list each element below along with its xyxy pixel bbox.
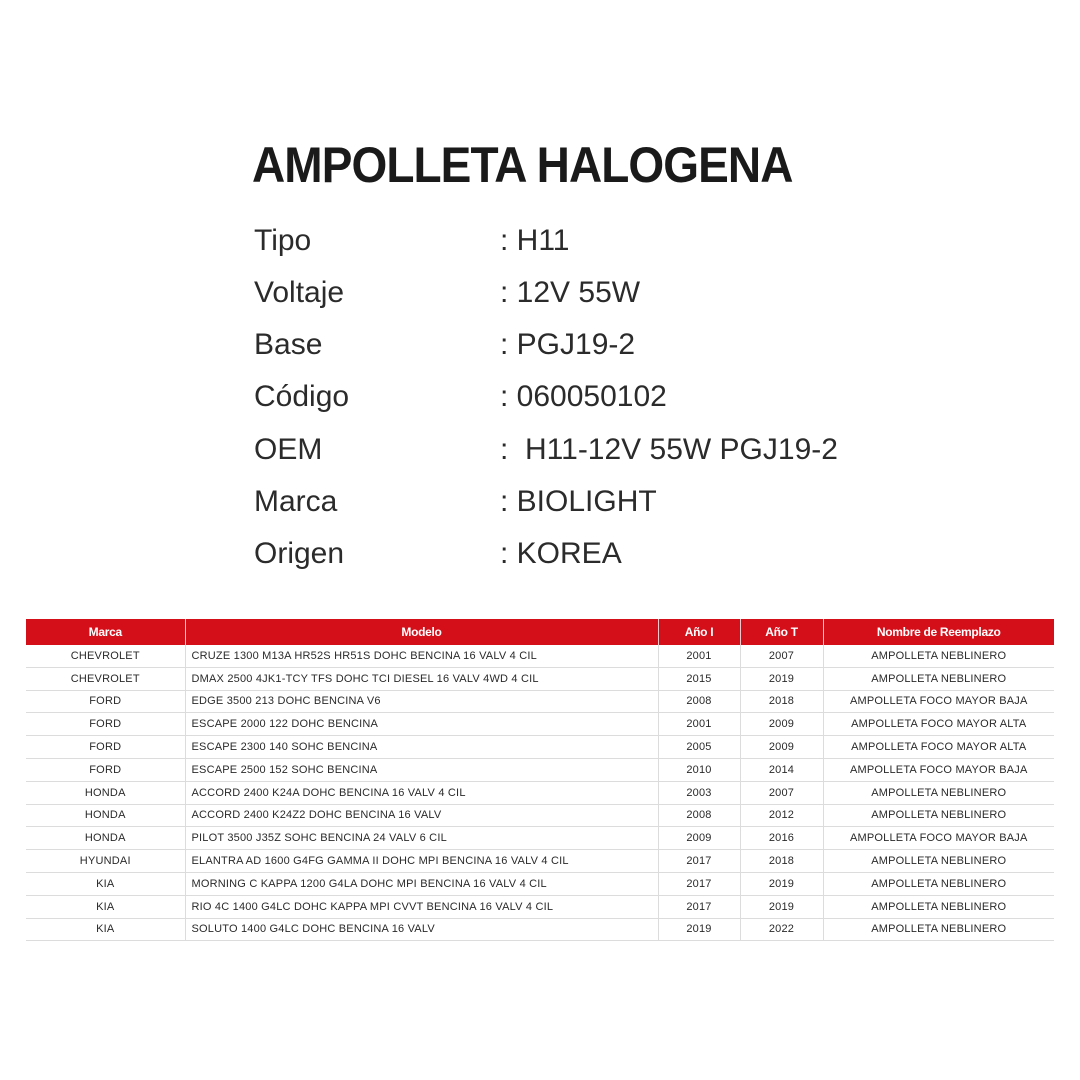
cell-ano-termino: 2022 <box>740 918 823 941</box>
spec-label: Tipo <box>254 224 312 257</box>
spec-label: Origen <box>254 537 345 570</box>
table-row <box>26 645 1054 667</box>
table-row <box>26 918 1054 941</box>
table-row <box>26 758 1054 781</box>
spec-label: Marca <box>254 485 338 518</box>
cell-ano-inicio: 2001 <box>658 713 740 736</box>
spec-value: : 060050102 <box>500 380 667 413</box>
cell-ano-termino: 2019 <box>740 895 823 918</box>
cell-marca: KIA <box>26 918 185 941</box>
table-row <box>26 827 1054 850</box>
cell-ano-inicio: 2005 <box>658 736 740 759</box>
cell-nombre-reemplazo: AMPOLLETA NEBLINERO <box>823 918 1054 941</box>
cell-modelo: RIO 4C 1400 G4LC DOHC KAPPA MPI CVVT BENCINA 16 VALV 4 CIL <box>185 895 658 918</box>
cell-ano-inicio: 2008 <box>658 690 740 713</box>
cell-ano-inicio: 2017 <box>658 850 740 873</box>
cell-marca: CHEVROLET <box>26 667 185 690</box>
spec-value: : BIOLIGHT <box>500 485 657 518</box>
cell-nombre-reemplazo: AMPOLLETA NEBLINERO <box>823 781 1054 804</box>
cell-marca: CHEVROLET <box>26 645 185 667</box>
cell-ano-termino: 2009 <box>740 713 823 736</box>
cell-marca: KIA <box>26 895 185 918</box>
cell-nombre-reemplazo: AMPOLLETA FOCO MAYOR ALTA <box>823 713 1054 736</box>
cell-ano-termino: 2009 <box>740 736 823 759</box>
spec-value: : 12V 55W <box>500 276 641 309</box>
header-ano-termino: Año T <box>740 619 823 645</box>
cell-modelo: ESCAPE 2300 140 SOHC BENCINA <box>185 736 658 759</box>
applications-table <box>26 619 1054 941</box>
header-marca: Marca <box>26 619 185 645</box>
cell-modelo: ACCORD 2400 K24A DOHC BENCINA 16 VALV 4 CIL <box>185 781 658 804</box>
cell-nombre-reemplazo: AMPOLLETA NEBLINERO <box>823 850 1054 873</box>
cell-ano-termino: 2018 <box>740 690 823 713</box>
cell-ano-inicio: 2017 <box>658 895 740 918</box>
cell-nombre-reemplazo: AMPOLLETA NEBLINERO <box>823 667 1054 690</box>
cell-marca: FORD <box>26 736 185 759</box>
cell-nombre-reemplazo: AMPOLLETA NEBLINERO <box>823 895 1054 918</box>
cell-modelo: PILOT 3500 J35Z SOHC BENCINA 24 VALV 6 CIL <box>185 827 658 850</box>
cell-marca: FORD <box>26 758 185 781</box>
cell-marca: HONDA <box>26 804 185 827</box>
table-row <box>26 781 1054 804</box>
cell-ano-termino: 2019 <box>740 667 823 690</box>
cell-marca: FORD <box>26 690 185 713</box>
table-row <box>26 895 1054 918</box>
cell-ano-termino: 2014 <box>740 758 823 781</box>
cell-marca: FORD <box>26 713 185 736</box>
cell-ano-inicio: 2010 <box>658 758 740 781</box>
product-title: AMPOLLETA HALOGENA <box>252 137 793 193</box>
cell-ano-inicio: 2017 <box>658 872 740 895</box>
cell-ano-inicio: 2019 <box>658 918 740 941</box>
spec-label: OEM <box>254 433 323 466</box>
header-nombre-reemplazo: Nombre de Reemplazo <box>823 619 1054 645</box>
cell-modelo: SOLUTO 1400 G4LC DOHC BENCINA 16 VALV <box>185 918 658 941</box>
cell-modelo: ESCAPE 2500 152 SOHC BENCINA <box>185 758 658 781</box>
cell-nombre-reemplazo: AMPOLLETA NEBLINERO <box>823 872 1054 895</box>
cell-modelo: EDGE 3500 213 DOHC BENCINA V6 <box>185 690 658 713</box>
table-row <box>26 736 1054 759</box>
header-ano-inicio: Año I <box>658 619 740 645</box>
table-row <box>26 713 1054 736</box>
spec-value: : H11-12V 55W PGJ19-2 <box>500 433 838 466</box>
table-row <box>26 850 1054 873</box>
cell-marca: HYUNDAI <box>26 850 185 873</box>
cell-modelo: ELANTRA AD 1600 G4FG GAMMA II DOHC MPI BENCINA 16 VALV 4 CIL <box>185 850 658 873</box>
cell-modelo: CRUZE 1300 M13A HR52S HR51S DOHC BENCINA 16 VALV 4 CIL <box>185 645 658 667</box>
cell-ano-inicio: 2003 <box>658 781 740 804</box>
cell-marca: HONDA <box>26 827 185 850</box>
cell-ano-inicio: 2015 <box>658 667 740 690</box>
cell-modelo: ESCAPE 2000 122 DOHC BENCINA <box>185 713 658 736</box>
cell-nombre-reemplazo: AMPOLLETA FOCO MAYOR BAJA <box>823 758 1054 781</box>
table-row <box>26 872 1054 895</box>
table-header-row <box>26 619 1054 645</box>
cell-modelo: MORNING C KAPPA 1200 G4LA DOHC MPI BENCINA 16 VALV 4 CIL <box>185 872 658 895</box>
spec-value: : PGJ19-2 <box>500 328 636 361</box>
cell-nombre-reemplazo: AMPOLLETA FOCO MAYOR BAJA <box>823 690 1054 713</box>
cell-ano-inicio: 2009 <box>658 827 740 850</box>
header-modelo: Modelo <box>185 619 658 645</box>
cell-marca: KIA <box>26 872 185 895</box>
table-body <box>26 645 1054 941</box>
cell-ano-inicio: 2001 <box>658 645 740 667</box>
cell-ano-termino: 2016 <box>740 827 823 850</box>
spec-value: : KOREA <box>500 537 622 570</box>
table-row <box>26 804 1054 827</box>
cell-modelo: DMAX 2500 4JK1-TCY TFS DOHC TCI DIESEL 16 VALV 4WD 4 CIL <box>185 667 658 690</box>
table-row <box>26 690 1054 713</box>
cell-marca: HONDA <box>26 781 185 804</box>
cell-ano-termino: 2019 <box>740 872 823 895</box>
cell-ano-termino: 2018 <box>740 850 823 873</box>
spec-value: : H11 <box>500 224 570 257</box>
spec-label: Código <box>254 380 350 413</box>
cell-ano-termino: 2007 <box>740 645 823 667</box>
cell-ano-termino: 2012 <box>740 804 823 827</box>
cell-ano-termino: 2007 <box>740 781 823 804</box>
cell-ano-inicio: 2008 <box>658 804 740 827</box>
cell-nombre-reemplazo: AMPOLLETA FOCO MAYOR BAJA <box>823 827 1054 850</box>
spec-label: Voltaje <box>254 276 345 309</box>
cell-nombre-reemplazo: AMPOLLETA FOCO MAYOR ALTA <box>823 736 1054 759</box>
cell-nombre-reemplazo: AMPOLLETA NEBLINERO <box>823 645 1054 667</box>
cell-modelo: ACCORD 2400 K24Z2 DOHC BENCINA 16 VALV <box>185 804 658 827</box>
cell-nombre-reemplazo: AMPOLLETA NEBLINERO <box>823 804 1054 827</box>
table-row <box>26 667 1054 690</box>
spec-label: Base <box>254 328 323 361</box>
